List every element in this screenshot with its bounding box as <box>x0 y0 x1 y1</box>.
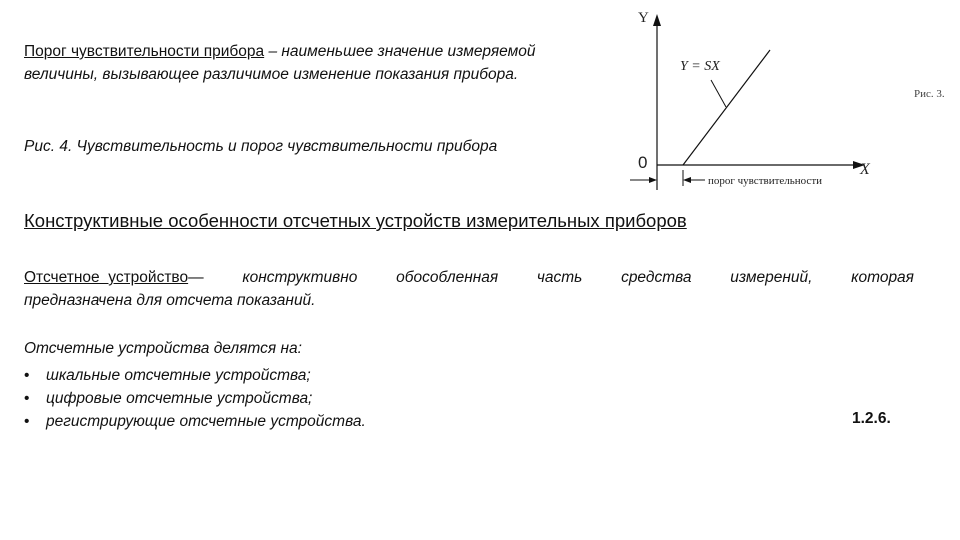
bullet-icon: • <box>24 367 30 384</box>
bullet-icon: • <box>24 413 30 430</box>
threshold-arrowhead-right <box>683 177 691 183</box>
sensitivity-diagram <box>620 0 960 195</box>
list-item-text: цифровые отсчетные устройства; <box>46 390 313 407</box>
reading-device-dash: — <box>188 269 204 286</box>
origin-label: 0 <box>638 153 648 172</box>
list-item <box>24 364 366 387</box>
reading-device-line2: предназначена для отсчета показаний. <box>24 292 316 309</box>
reading-device-word: которая <box>851 269 914 286</box>
bullet-icon: • <box>24 390 30 407</box>
section-heading: Конструктивные особенности отсчетных устройств измерительных приборов <box>24 210 687 231</box>
reading-device-word: средства <box>621 269 692 286</box>
reading-device-word: обособленная <box>396 269 499 286</box>
definition-paragraph <box>24 40 584 86</box>
y-axis-arrow <box>653 14 661 26</box>
reading-device-word: измерений, <box>730 269 813 286</box>
definition-text: наименьшее значение измеряемой величины, вызывающее различимое изменение показания прибора. <box>24 43 536 83</box>
list-item-text: регистрирующие отсчетные устройства. <box>46 413 366 430</box>
reading-device-word: конструктивно <box>242 269 358 286</box>
line-label: Y = SX <box>680 59 720 74</box>
list-item-text: шкальные отсчетные устройства; <box>46 367 311 384</box>
slide-number: 1.2.6. <box>852 410 891 427</box>
x-axis-label: X <box>860 161 870 178</box>
reading-device-word: часть <box>536 269 583 286</box>
reading-device-term-group <box>24 266 204 289</box>
threshold-label: порог чувствительности <box>708 175 823 187</box>
list-item <box>24 387 366 410</box>
reading-device-term: Отсчетное устройство <box>24 269 189 286</box>
reading-device-paragraph <box>24 266 914 312</box>
types-list <box>24 364 366 433</box>
figure-caption: Рис. 4. Чувствительность и порог чувствительности прибора <box>24 138 498 155</box>
y-axis-label: Y <box>638 10 649 26</box>
definition-term: Порог чувствительности прибора <box>24 43 265 60</box>
threshold-arrowhead-left <box>649 177 657 183</box>
list-item <box>24 410 366 433</box>
types-intro: Отсчетные устройства делятся на: <box>24 340 302 357</box>
definition-dash: – <box>264 43 282 60</box>
figure-ref: Рис. 3. <box>914 88 945 100</box>
line-label-leader <box>711 80 726 107</box>
reading-device-line1 <box>24 266 914 289</box>
